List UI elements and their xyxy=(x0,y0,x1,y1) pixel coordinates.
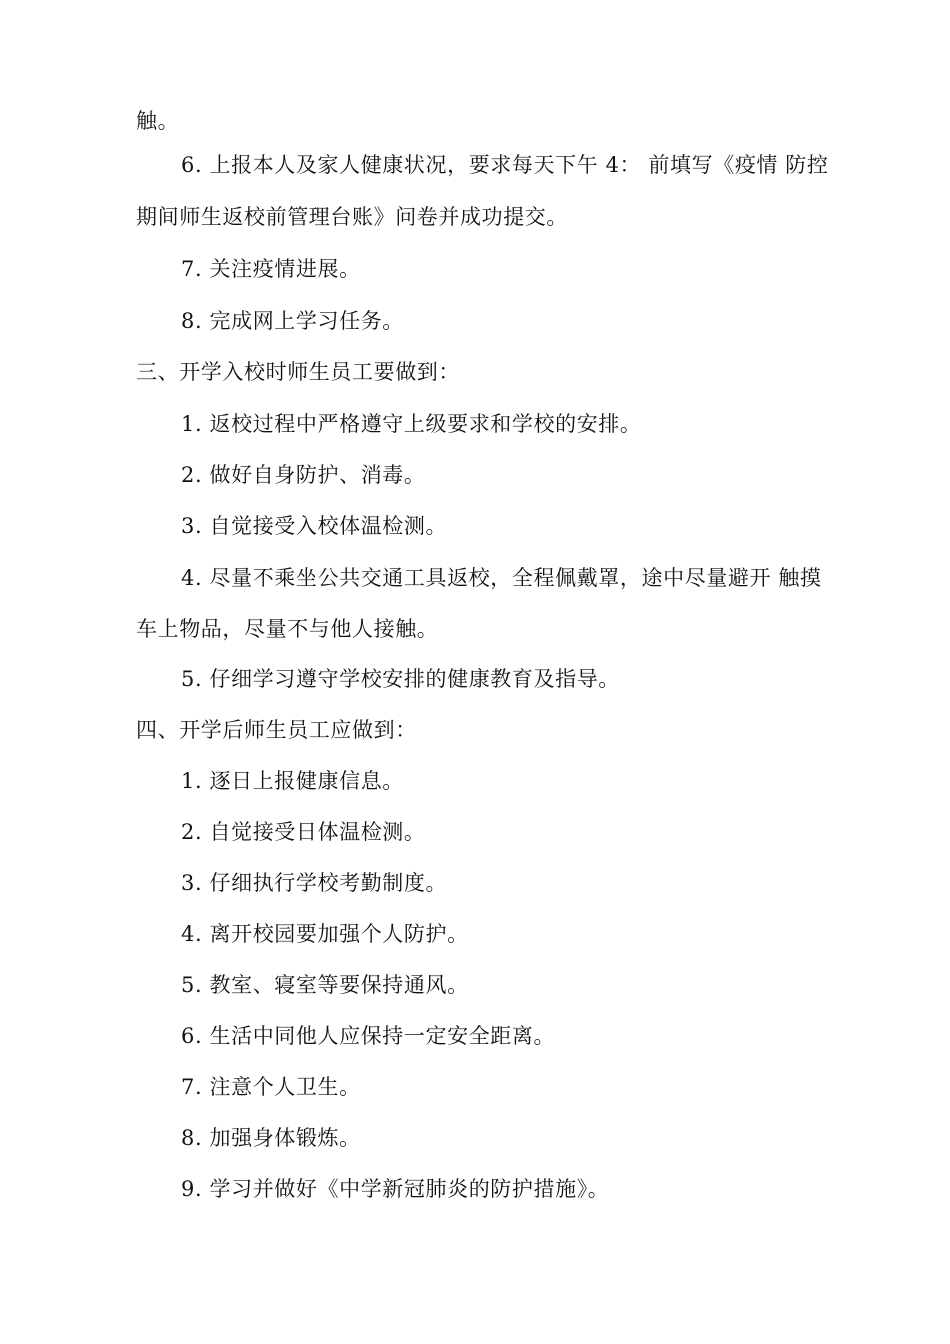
list-item-9: 9. 学习并做好《中学新冠肺炎的防护措施》。 xyxy=(181,1177,610,1201)
list-item-2: 2. 做好自身防护、消毒。 xyxy=(181,463,426,487)
list-item-6-health-report: 6. 上报本人及家人健康状况，要求每天下午 4： 前填写《疫情 防控 xyxy=(181,153,829,177)
list-item-8: 8. 完成网上学习任务。 xyxy=(181,309,404,333)
text-line-continuation: 车上物品，尽量不与他人接触。 xyxy=(136,617,439,641)
section-heading-4: 四、开学后师生员工应做到： xyxy=(136,718,417,742)
text-line-continuation: 期间师生返校前管理台账》问卷并成功提交。 xyxy=(136,205,568,229)
text-line-continuation: 触。 xyxy=(136,109,180,133)
list-item-3: 3. 仔细执行学校考勤制度。 xyxy=(181,871,448,895)
list-item-8: 8. 加强身体锻炼。 xyxy=(181,1126,361,1150)
list-item-1: 1. 返校过程中严格遵守上级要求和学校的安排。 xyxy=(181,412,642,436)
list-item-4: 4. 离开校园要加强个人防护。 xyxy=(181,922,469,946)
list-item-4: 4. 尽量不乘坐公共交通工具返校，全程佩戴罩，途中尽量避开 触摸 xyxy=(181,566,822,590)
list-item-5: 5. 教室、寝室等要保持通风。 xyxy=(181,973,469,997)
list-item-1: 1. 逐日上报健康信息。 xyxy=(181,769,404,793)
list-item-7: 7. 关注疫情进展。 xyxy=(181,257,361,281)
list-item-3: 3. 自觉接受入校体温检测。 xyxy=(181,514,448,538)
list-item-7: 7. 注意个人卫生。 xyxy=(181,1075,361,1099)
list-item-6: 6. 生活中同他人应保持一定安全距离。 xyxy=(181,1024,556,1048)
list-item-2: 2. 自觉接受日体温检测。 xyxy=(181,820,426,844)
list-item-5: 5. 仔细学习遵守学校安排的健康教育及指导。 xyxy=(181,667,620,691)
section-heading-3: 三、开学入校时师生员工要做到： xyxy=(136,360,460,384)
